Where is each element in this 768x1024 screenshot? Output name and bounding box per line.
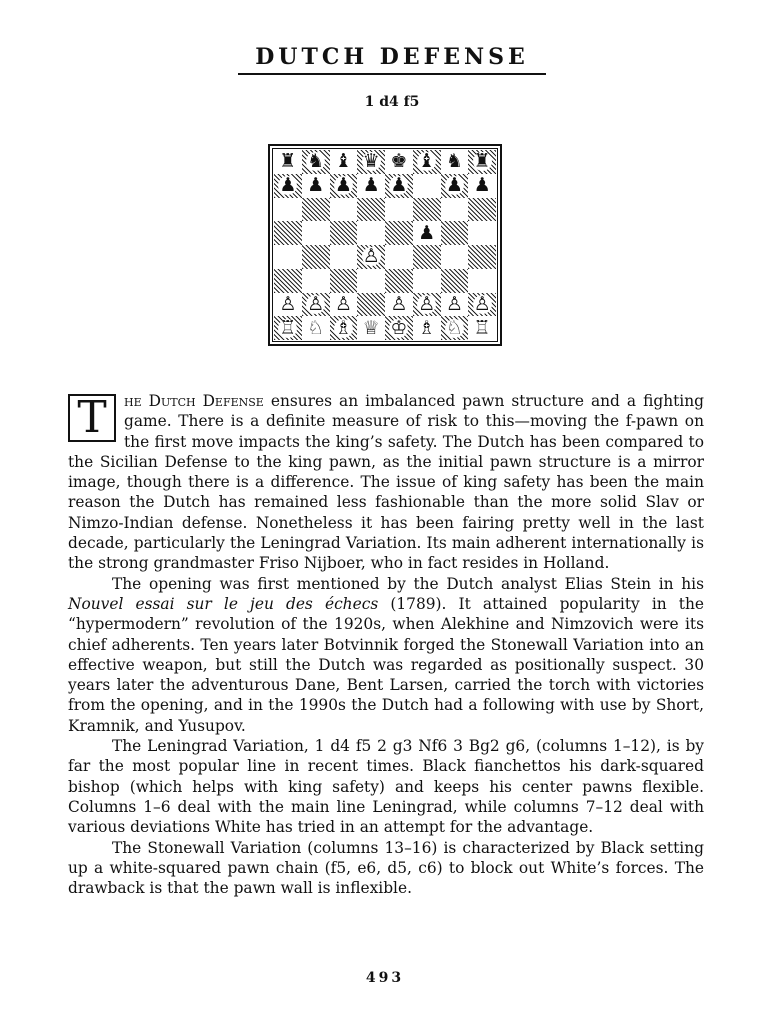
chess-piece-icon: ♘ bbox=[307, 316, 325, 339]
chess-piece-icon: ♔ bbox=[390, 316, 408, 339]
board-square bbox=[357, 198, 385, 222]
board-square bbox=[468, 245, 496, 269]
board-square bbox=[330, 221, 358, 245]
board-square bbox=[441, 316, 469, 340]
paragraph-2-text-a: The opening was first mentioned by the Dutch analyst Elias Stein in his bbox=[112, 574, 704, 593]
board-square bbox=[385, 245, 413, 269]
board-square bbox=[357, 245, 385, 269]
chess-piece-icon: ♗ bbox=[334, 316, 352, 339]
board-square bbox=[274, 221, 302, 245]
board-square bbox=[441, 245, 469, 269]
chess-piece-icon: ♟ bbox=[334, 174, 352, 197]
chess-piece-icon: ♝ bbox=[418, 150, 436, 173]
chess-piece-icon: ♟ bbox=[390, 174, 408, 197]
chess-piece-icon: ♙ bbox=[362, 245, 380, 268]
board-square bbox=[385, 150, 413, 174]
board-square bbox=[468, 150, 496, 174]
drop-cap: T bbox=[68, 394, 116, 442]
board-square bbox=[468, 316, 496, 340]
board-square bbox=[274, 293, 302, 317]
chess-piece-icon: ♙ bbox=[445, 292, 463, 315]
board-square bbox=[413, 150, 441, 174]
board-square bbox=[302, 269, 330, 293]
board-square bbox=[302, 221, 330, 245]
board-square bbox=[330, 245, 358, 269]
board-square bbox=[302, 245, 330, 269]
board-square bbox=[385, 269, 413, 293]
board-square bbox=[274, 150, 302, 174]
board-square bbox=[468, 293, 496, 317]
board-square bbox=[468, 269, 496, 293]
board-square bbox=[413, 269, 441, 293]
board-square bbox=[330, 293, 358, 317]
chess-piece-icon: ♙ bbox=[418, 292, 436, 315]
chess-piece-icon: ♘ bbox=[445, 316, 463, 339]
board-square bbox=[413, 198, 441, 222]
board-square bbox=[357, 221, 385, 245]
lead-in-small-caps: he Dutch Defense bbox=[124, 392, 264, 410]
board-square bbox=[385, 174, 413, 198]
board-square bbox=[330, 150, 358, 174]
board-square bbox=[441, 198, 469, 222]
board-square bbox=[302, 150, 330, 174]
title-underline bbox=[238, 73, 546, 75]
board-square bbox=[413, 174, 441, 198]
board-square bbox=[302, 174, 330, 198]
board-square bbox=[468, 174, 496, 198]
chess-piece-icon: ♙ bbox=[307, 292, 325, 315]
chess-piece-icon: ♝ bbox=[334, 150, 352, 173]
chess-piece-icon: ♙ bbox=[473, 292, 491, 315]
chess-piece-icon: ♟ bbox=[279, 174, 297, 197]
board-square bbox=[274, 269, 302, 293]
chess-piece-icon: ♟ bbox=[418, 221, 436, 244]
chess-piece-icon: ♟ bbox=[362, 174, 380, 197]
board-square bbox=[357, 150, 385, 174]
paragraph-1-text: ensures an imbalanced pawn structure and a fighting game. There is a definite measure of risk to this—moving the f-pawn on the first move impacts the king’s safety. The Dutch has been compared to the Sicilian Defense to the king pawn, as the initial pawn structure is a mirror image, though there is a difference. The issue of king safety has been the main reason the Dutch has remained less fashionable than the more solid Slav or Nimzo-Indian defense. Nonetheless it has been fairing pretty well in the last decade, particularly the Leningrad Variation. Its main adherent internationally is the strong grandmaster Friso Nijboer, who in fact resides in Holland. bbox=[68, 392, 704, 573]
board-square bbox=[413, 316, 441, 340]
board-square bbox=[441, 174, 469, 198]
chess-piece-icon: ♙ bbox=[279, 292, 297, 315]
board-square bbox=[330, 316, 358, 340]
board-square bbox=[385, 316, 413, 340]
chess-piece-icon: ♟ bbox=[473, 174, 491, 197]
chess-piece-icon: ♙ bbox=[390, 292, 408, 315]
board-square bbox=[330, 269, 358, 293]
chess-piece-icon: ♜ bbox=[279, 150, 297, 173]
chess-piece-icon: ♚ bbox=[390, 150, 408, 173]
board-square bbox=[385, 198, 413, 222]
board-square bbox=[441, 269, 469, 293]
board-square bbox=[385, 293, 413, 317]
board-square bbox=[441, 293, 469, 317]
board-square bbox=[385, 221, 413, 245]
book-title-italic: Nouvel essai sur le jeu des échecs bbox=[68, 594, 379, 613]
chess-piece-icon: ♖ bbox=[473, 316, 491, 339]
board-square bbox=[413, 293, 441, 317]
chess-piece-icon: ♟ bbox=[445, 174, 463, 197]
board-square bbox=[274, 316, 302, 340]
board-square bbox=[274, 174, 302, 198]
board-square bbox=[413, 221, 441, 245]
paragraph-2-text-b: (1789). It attained popularity in the “hypermodern” revolution of the 1920s, when Alekhine and Nimzovich were its chief adherents. Ten years later Botvinnik forged the Stonewall Variation into an effective weapon, but still the Dutch was regarded as positionally suspect. 30 years later the adventurous Dane, Bent Larsen, carried the torch with victories from the opening, and in the 1990s the Dutch had a following with use by Short, Kramnik, and Yusupov. bbox=[68, 594, 704, 735]
chess-piece-icon: ♖ bbox=[279, 316, 297, 339]
chess-piece-icon: ♕ bbox=[362, 316, 380, 339]
chess-piece-icon: ♙ bbox=[334, 292, 352, 315]
board-square bbox=[468, 198, 496, 222]
board-square bbox=[302, 198, 330, 222]
body-text bbox=[68, 391, 704, 898]
paragraph-1 bbox=[68, 391, 704, 574]
page-number: 493 bbox=[365, 970, 405, 986]
board-square bbox=[274, 198, 302, 222]
chess-piece-icon: ♜ bbox=[473, 150, 491, 173]
board-square bbox=[413, 245, 441, 269]
chess-piece-icon: ♞ bbox=[307, 150, 325, 173]
page-title: DUTCH DEFENSE bbox=[255, 44, 529, 70]
chess-piece-icon: ♛ bbox=[362, 150, 380, 173]
paragraph-4: The Stonewall Variation (columns 13–16) is characterized by Black setting up a white-squared pawn chain (f5, e6, d5, c6) to block out White’s forces. The drawback is that the pawn wall is inflexible. bbox=[68, 838, 704, 898]
paragraph-2 bbox=[68, 574, 704, 736]
board-square bbox=[357, 293, 385, 317]
board-square bbox=[302, 316, 330, 340]
paragraph-3: The Leningrad Variation, 1 d4 f5 2 g3 Nf6 3 Bg2 g6, (columns 1–12), is by far the most popular line in recent times. Black fianchettos his dark-squared bishop (which helps with king safety) and keeps his center pawns flexible. Columns 1–6 deal with the main line Leningrad, while columns 7–12 deal with various deviations White has tried in an attempt for the advantage. bbox=[68, 737, 704, 837]
board-square bbox=[302, 293, 330, 317]
board-square bbox=[274, 245, 302, 269]
board-square bbox=[441, 150, 469, 174]
board-square bbox=[330, 174, 358, 198]
board-square bbox=[357, 174, 385, 198]
chess-piece-icon: ♗ bbox=[418, 316, 436, 339]
board-square bbox=[441, 221, 469, 245]
board-square bbox=[357, 269, 385, 293]
board-square bbox=[330, 198, 358, 222]
board-square bbox=[357, 316, 385, 340]
chess-piece-icon: ♟ bbox=[307, 174, 325, 197]
board-square bbox=[468, 221, 496, 245]
chess-board-diagram bbox=[268, 144, 502, 346]
chess-piece-icon: ♞ bbox=[445, 150, 463, 173]
opening-moves: 1 d4 f5 bbox=[364, 94, 420, 110]
